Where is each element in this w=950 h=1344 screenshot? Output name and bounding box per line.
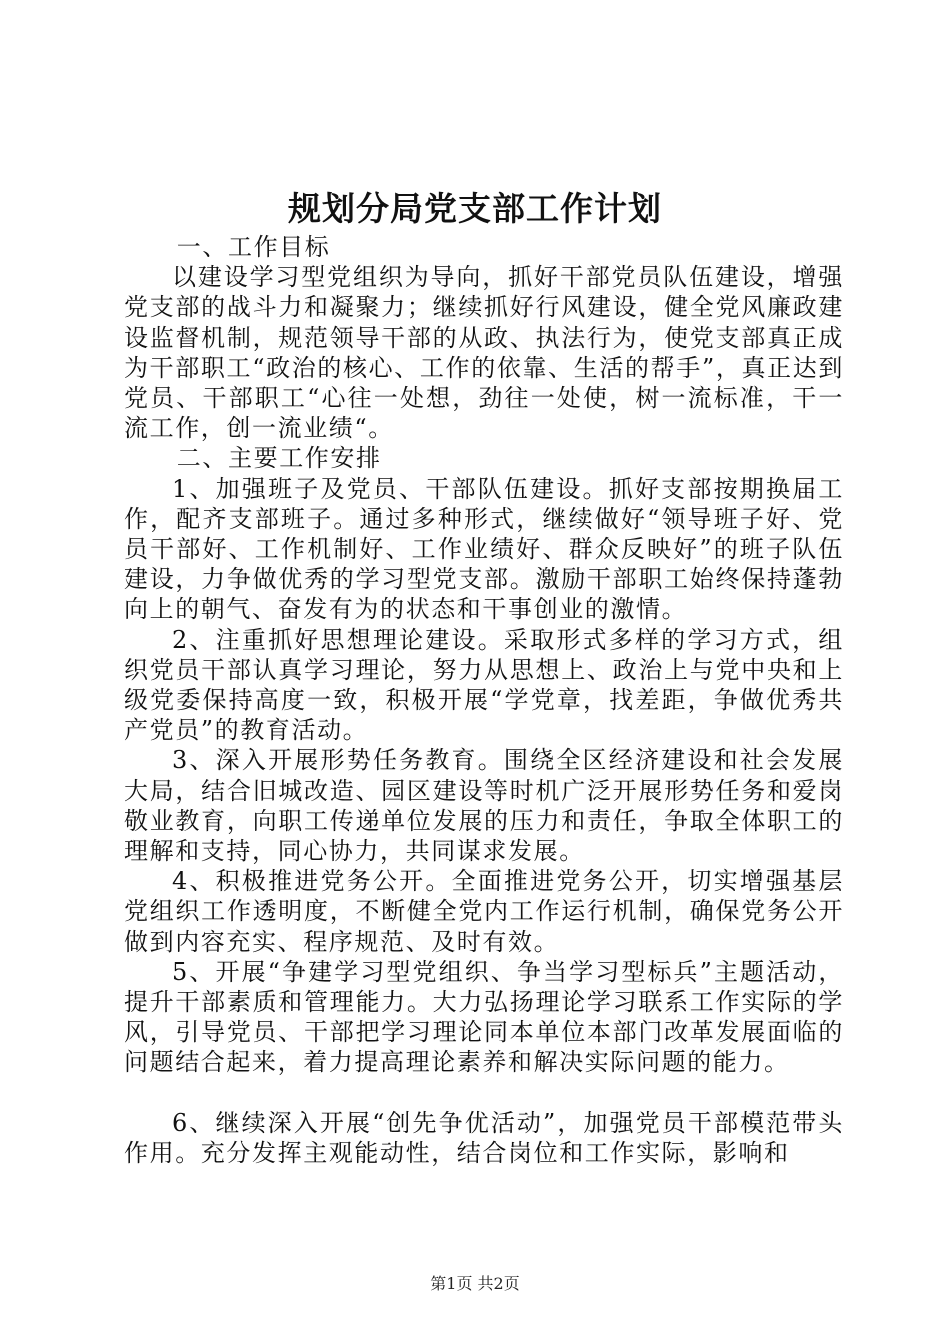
page-number-footer: 第1页 共2页 xyxy=(430,1274,520,1293)
paragraph-item-4: 4、积极推进党务公开。全面推进党务公开，切实增强基层党组织工作透明度，不断健全党内工作运行机制，确保党务公开做到内容充实、程序规范、及时有效。 xyxy=(124,867,844,956)
document-body xyxy=(124,232,844,1168)
section-heading-arrangements: 二、主要工作安排 xyxy=(176,444,382,473)
section-heading-goals: 一、工作目标 xyxy=(176,233,331,261)
paragraph-item-2: 2、注重抓好思想理论建设。采取形式多样的学习方式，组织党员干部认真学习理论，努力从思想上、政治上与党中央和上级党委保持高度一致，积极开展“学党章，找差距，争做优秀共产党员”的教育活动。 xyxy=(124,625,844,745)
paragraph-item-1: 1、加强班子及党员、干部队伍建设。抓好支部按期换届工作，配齐支部班子。通过多种形式，继续做好“领导班子好、党员干部好、工作机制好、工作业绩好、群众反映好”的班子队伍建设，力争做优秀的学习型党支部。激励干部职工始终保持蓬勃向上的朝气、奋发有为的状态和干事创业的激情。 xyxy=(124,474,844,624)
paragraph-item-3: 3、深入开展形势任务教育。围绕全区经济建设和社会发展大局，结合旧城改造、园区建设等时机广泛开展形势任务和爱岗敬业教育，向职工传递单位发展的压力和责任，争取全体职工的理解和支持，同心协力，共同谋求发展。 xyxy=(124,746,844,866)
paragraph-item-6: 6、继续深入开展“创先争优活动”，加强党员干部模范带头作用。充分发挥主观能动性，结合岗位和工作实际，影响和 xyxy=(124,1108,844,1167)
document-title: 规划分局党支部工作计划 xyxy=(288,189,662,228)
paragraph-goals: 以建设学习型党组织为导向，抓好干部党员队伍建设，增强党支部的战斗力和凝聚力；继续抓好行风建设，健全党风廉政建设监督机制，规范领导干部的从政、执法行为，使党支部真正成为干部职工“政治的核心、工作的依靠、生活的帮手”，真正达到党员、干部职工“心往一处想，劲往一处使，树一流标准，干一流工作，创一流业绩“。 xyxy=(124,263,844,443)
paragraph-item-5: 5、开展“争建学习型党组织、争当学习型标兵”主题活动，提升干部素质和管理能力。大力弘扬理论学习联系工作实际的学风，引导党员、干部把学习理论同本单位本部门改革发展面临的问题结合起来，着力提高理论素养和解决实际问题的能力。 xyxy=(124,957,844,1077)
